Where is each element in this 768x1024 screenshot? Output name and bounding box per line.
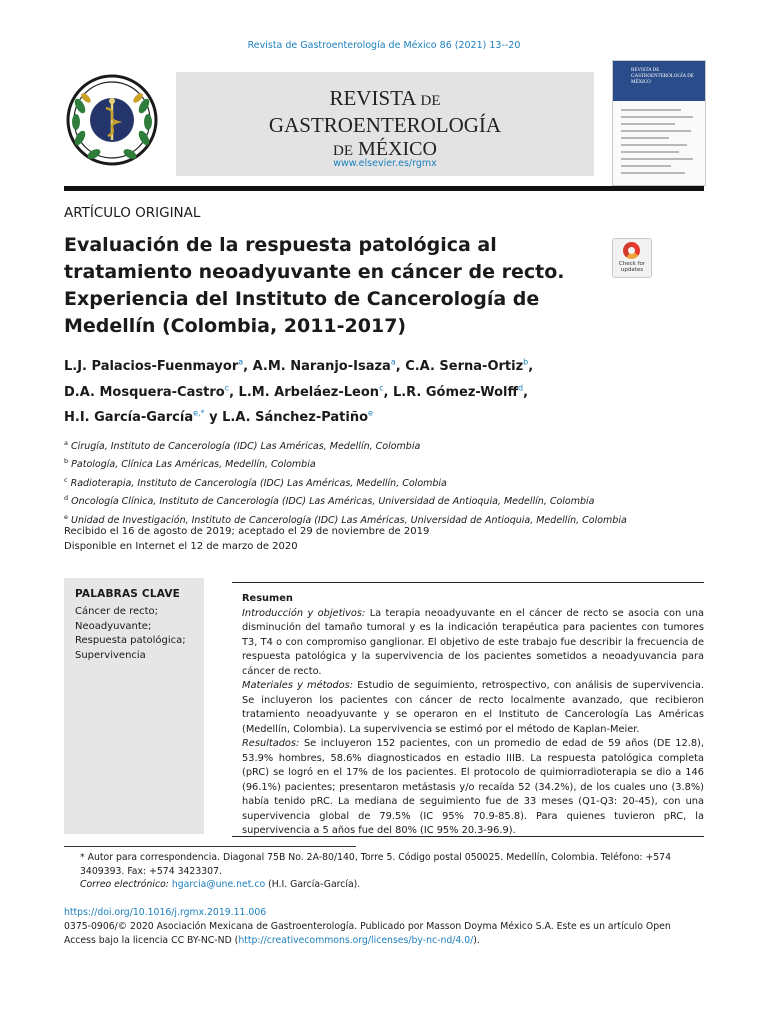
copyright-notice: 0375-0906/© 2020 Asociación Mexicana de Gastroenterología. Publicado por Masson Doyma México S.A. Este es un artículo Open Access bajo la licencia CC BY-NC-ND (http://creativecommons.org/licenses/by-nc-nd/4.0/).: [64, 921, 671, 946]
header-rule: [64, 186, 704, 191]
journal-banner: [176, 72, 594, 176]
abstract-top-rule: [232, 582, 704, 583]
society-seal-logo: [64, 72, 160, 168]
journal-name: REVISTA DE GASTROENTEROLOGÍA DE MÉXICO: [268, 86, 502, 160]
keyword: Respuesta patológica;: [75, 635, 186, 646]
journal-reference[interactable]: Revista de Gastroenterología de México 86 (2021) 13--20: [247, 40, 521, 51]
author: A.M. Naranjo-Isaza$^a$,: [252, 358, 406, 375]
journal-url[interactable]: www.elsevier.es/rgmx: [333, 158, 437, 169]
affiliation: $^d$ Oncología Clínica, Instituto de Cancerología (IDC) Las Américas, Universidad de Antioquia, Medellín, Colombia: [64, 494, 595, 508]
abstract-section: Materiales y métodos: Estudio de seguimiento, retrospectivo, con análisis de supervivencia. Se incluyeron los pacientes con cáncer de recto localmente avanzado, que recibieron tratamiento neoadyuvante y se operaron en el Instituto de Cancerología Las Américas (Medellín, Colombia). La supervivencia se estimó por el método de Kaplan-Meier.: [242, 680, 704, 735]
check-for-updates-button[interactable]: Check for updates: [612, 238, 652, 278]
received-date: Recibido el 16 de agosto de 2019; aceptado el 29 de noviembre de 2019: [64, 526, 430, 537]
keywords-box: [64, 578, 204, 834]
affiliation: $^e$ Unidad de Investigación, Instituto de Cancerología (IDC) Las Américas, Universidad de Antioquia, Medellín, Colombia: [64, 512, 627, 526]
abstract-bottom-rule: [232, 836, 704, 837]
journal-cover-thumbnail: REVISTA DE GASTROENTEROLOGÍA DE MÉXICO: [612, 60, 706, 186]
keywords-title: PALABRAS CLAVE: [75, 588, 181, 600]
crossmark-icon: [623, 242, 640, 259]
author: L.J. Palacios-Fuenmayor$^a$,: [64, 358, 253, 375]
keyword: Neoadyuvante;: [75, 620, 152, 632]
license-link[interactable]: http://creativecommons.org/licenses/by-nc-nd/4.0/: [238, 934, 474, 946]
author: L.R. Gómez-Wolff$^d$,: [392, 383, 529, 400]
author-list: [64, 352, 704, 428]
affiliation: $^a$ Cirugía, Instituto de Cancerología (IDC) Las Américas, Medellín, Colombia: [64, 439, 421, 453]
author: D.A. Mosquera-Castro$^c$,: [64, 383, 239, 400]
author: L.M. Arbeláez-Leon$^c$,: [238, 383, 393, 400]
online-date: Disponible en Internet el 12 de marzo de 2020: [64, 540, 298, 552]
abstract-heading: Resumen: [242, 593, 293, 604]
abstract: [242, 592, 704, 839]
abstract-section: Resultados: Se incluyeron 152 pacientes, con un promedio de edad de 59 años (DE 12.8), 53.9% hombres, 58.6% diagnosticados en estadio IIIB. La respuesta patológica completa (pRC) se logró en el 17% de los pacientes. El protocolo de quimiorradioterapia se dio a 146 (96.1%) pacientes; presentaron metástasis y/o recaída 52 (34.2%), de los cuales uno (3.8%) había tenido pRC. La mediana de seguimiento fue de 33 meses (Q1-Q3: 20-45), con una supervivencia global de 79.5% (IC 95% 70.9-85.8). Para quienes tuvieron pRC, la supervivencia a 5 años fue del 80% (IC 95% 20.3-96.9).: [242, 738, 704, 836]
email-link[interactable]: hgarcia@une.net.co: [171, 879, 266, 890]
abstract-section: Introducción y objetivos: La terapia neoadyuvante en el cáncer de recto se asocia con una disminución del tamaño tumoral y es la indicación terapéutica para pacientes con tumores T3, T4 o con compromiso ganglionar. El objetivo de este trabajo fue describir la frecuencia de respuesta patológica y la supervivencia de los pacientes sometidos a neoadyuvancia para cáncer de recto.: [242, 607, 704, 677]
author: C.A. Serna-Ortiz$^b$,: [405, 358, 534, 375]
doi-link[interactable]: https://doi.org/10.1016/j.rgmx.2019.11.006: [64, 907, 267, 918]
corresponding-author-footnote: * Autor para correspondencia. Diagonal 75B No. 2A-80/140, Torre 5. Código postal 050025. Medellín, Colombia. Teléfono: +574 3409393. Fax: +574 3423307. Correo electrónico: hgarcia@une.net.co (H.I. García-García).: [80, 852, 672, 890]
keyword: Cáncer de recto;: [75, 606, 159, 617]
affiliation-list: [64, 436, 704, 528]
author: L.A. Sánchez-Patiño$^e$: [222, 408, 373, 425]
footnote-rule: [64, 846, 356, 847]
affiliation: $^c$ Radioterapia, Instituto de Cancerología (IDC) Las Américas, Medellín, Colombia: [64, 475, 447, 490]
author: H.I. García-García$^{e,*}$ y: [64, 408, 223, 425]
keyword: Supervivencia: [75, 649, 146, 661]
affiliation: $^b$ Patología, Clínica Las Américas, Medellín, Colombia: [64, 457, 316, 471]
article-type: ARTÍCULO ORIGINAL: [64, 205, 201, 221]
article-title: Evaluación de la respuesta patológica al tratamiento neoadyuvante en cáncer de recto. Experiencia del Instituto de Cancerología de Medellín (Colombia, 2011-2017): [64, 234, 565, 337]
article-dates: [64, 525, 429, 554]
keywords-list: [75, 605, 186, 663]
